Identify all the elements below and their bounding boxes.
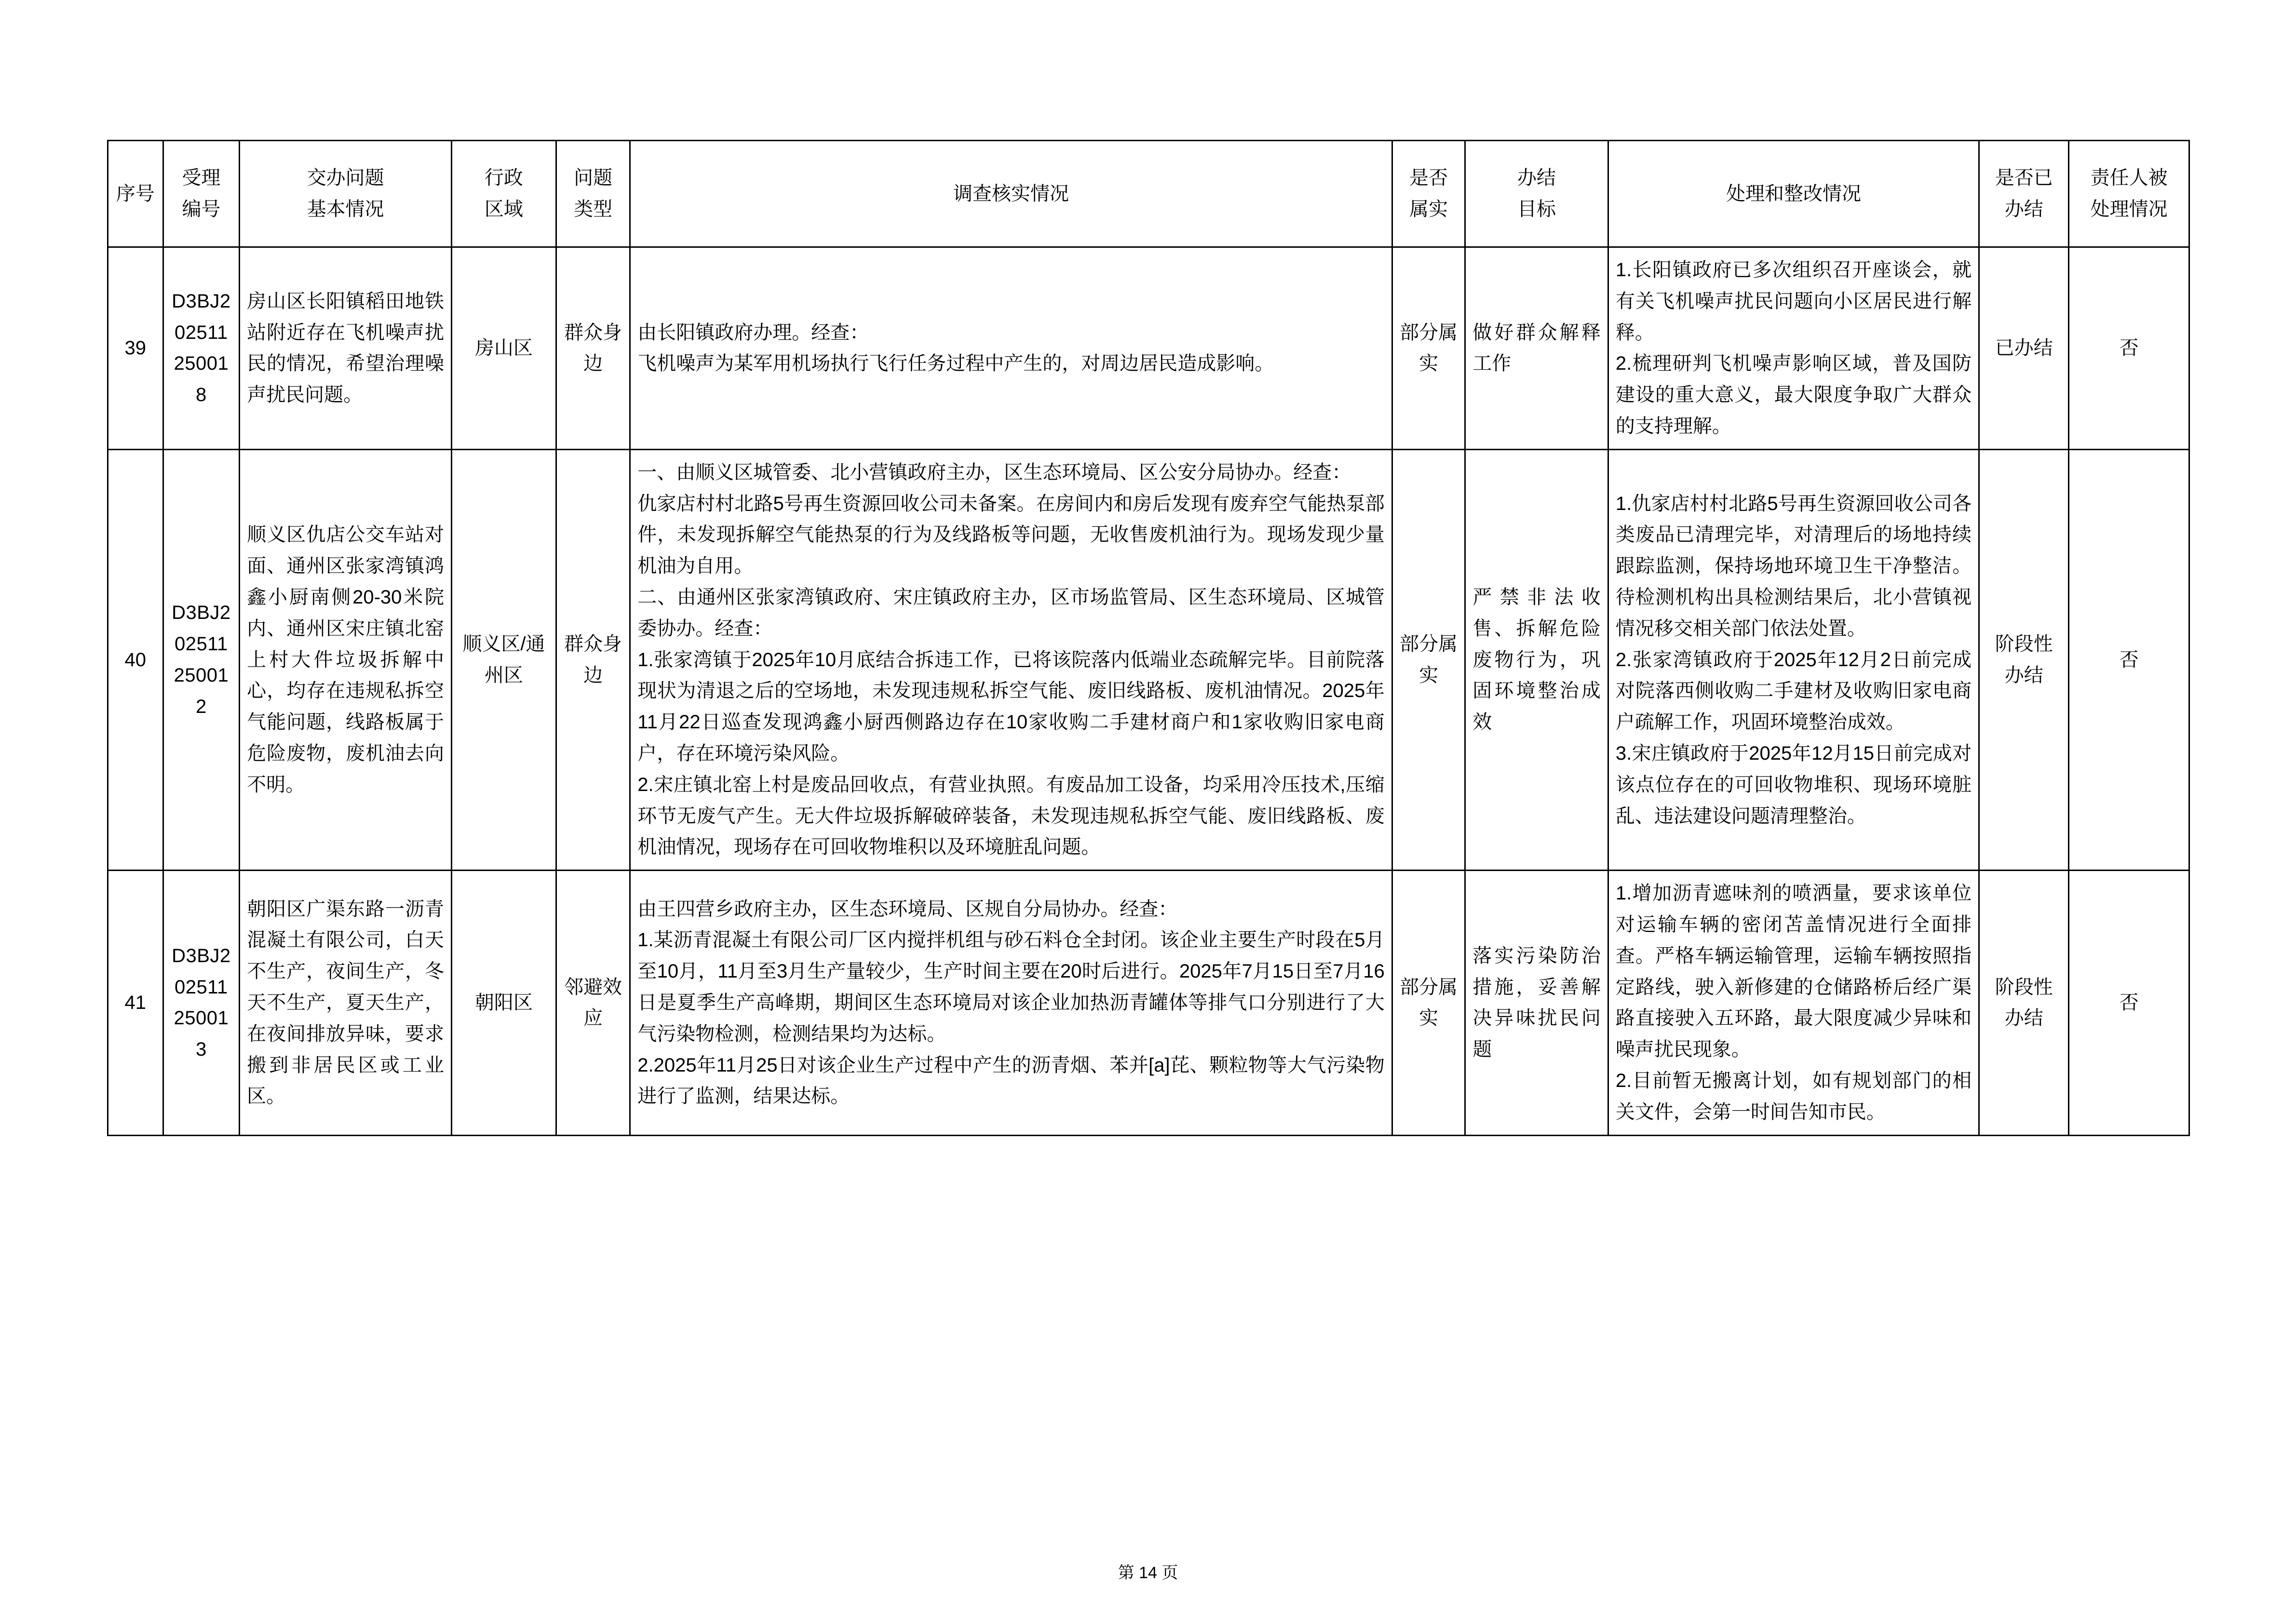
cell-accept-code: D3BJ202511250012	[163, 449, 240, 870]
cell-basic-situation: 朝阳区广渠东路一沥青混凝土有限公司，白天不生产，夜间生产，冬天不生产，夏天生产，在夜间排放异味，要求搬到非居民区或工业区。	[240, 871, 452, 1135]
header-cell-seq	[108, 141, 163, 247]
header-label-line: 处理和整改情况	[1726, 183, 1861, 204]
table-row	[108, 871, 2189, 1135]
cell-goal: 做好群众解释工作	[1465, 247, 1608, 450]
header-label-line: 处理情况	[2090, 199, 2168, 220]
paragraph: 1.长阳镇政府已多次组织召开座谈会，就有关飞机噪声扰民问题向小区居民进行解释。	[1615, 259, 1972, 343]
page-footer: 第 14 页	[1118, 1564, 1178, 1582]
header-label-line: 属实	[1409, 199, 1448, 220]
cell-problem-type: 群众身边	[556, 449, 630, 870]
header-label-line: 办结	[1517, 167, 1556, 189]
header-label-line: 区域	[484, 199, 523, 220]
cell-investigation	[630, 871, 1392, 1135]
header-label-line: 目标	[1517, 199, 1556, 220]
cell-problem-type: 群众身边	[556, 247, 630, 450]
header-label-line: 类型	[574, 199, 613, 220]
cell-accept-code: D3BJ202511250018	[163, 247, 240, 450]
header-label-line: 受理	[182, 167, 221, 189]
paragraph: 2.宋庄镇北窑上村是废品回收点，有营业执照。有废品加工设备，均采用冷压技术,压缩环节无废气产生。无大件垃圾拆解破碎装备，未发现违规私拆空气能、废旧线路板、废机油情况，现场存在可回收物堆积以及环境脏乱问题。	[637, 774, 1385, 858]
header-label-line: 交办问题	[307, 167, 384, 189]
cell-is-done: 已办结	[1979, 247, 2069, 450]
cell-basic-situation: 顺义区仇店公交车站对面、通州区张家湾镇鸿鑫小厨南侧20-30米院内、通州区宋庄镇北窑上村大件垃圾拆解中心，均存在违规私拆空气能问题，线路板属于危险废物，废机油去向不明。	[240, 449, 452, 870]
paragraph: 二、由通州区张家湾镇政府、宋庄镇政府主办，区市场监管局、区生态环境局、区城管委协办。经查：	[637, 586, 1385, 639]
cell-investigation	[630, 449, 1392, 870]
cell-handling	[1608, 871, 1979, 1135]
table-body	[108, 247, 2189, 1136]
header-cell-investigation	[630, 141, 1392, 247]
table-row	[108, 247, 2189, 450]
cell-region: 房山区	[452, 247, 556, 450]
header-cell-is-true	[1392, 141, 1465, 247]
cell-accept-code: D3BJ202511250013	[163, 871, 240, 1135]
header-label-line: 调查核实情况	[953, 183, 1069, 204]
header-label-line: 编号	[182, 199, 221, 220]
cell-is-true: 部分属实	[1392, 247, 1465, 450]
paragraph: 1.某沥青混凝土有限公司厂区内搅拌机组与砂石料仓全封闭。该企业主要生产时段在5月至10月，11月至3月生产量较少，生产时间主要在20时后进行。2025年7月15日至7月16日是夏季生产高峰期，期间区生态环境局对该企业加热沥青罐体等排气口分别进行了大气污染物检测，检测结果均为达标。	[637, 929, 1385, 1045]
header-label-line: 基本情况	[307, 199, 384, 220]
cell-seq: 40	[108, 449, 163, 870]
paragraph: 2.张家湾镇政府于2025年12月2日前完成对院落西侧收购二手建材及收购旧家电商户疏解工作，巩固环境整治成效。	[1615, 649, 1972, 733]
header-cell-code	[163, 141, 240, 247]
cell-region: 顺义区/通州区	[452, 449, 556, 870]
cell-seq: 39	[108, 247, 163, 450]
paragraph: 2.目前暂无搬离计划，如有规划部门的相关文件，会第一时间告知市民。	[1615, 1070, 1972, 1123]
cell-responsible: 否	[2069, 871, 2189, 1135]
paragraph: 1.增加沥青遮味剂的喷洒量，要求该单位对运输车辆的密闭苫盖情况进行全面排查。严格车辆运输管理，运输车辆按照指定路线，驶入新修建的仓储路桥后经广渠路直接驶入五环路，最大限度减少异味和噪声扰民现象。	[1615, 883, 1972, 1060]
cell-handling	[1608, 247, 1979, 450]
table-header	[108, 141, 2189, 247]
header-cell-goal	[1465, 141, 1608, 247]
paragraph: 仇家店村村北路5号再生资源回收公司未备案。在房间内和房后发现有废弃空气能热泵部件，未发现拆解空气能热泵的行为及线路板等问题，无收售废机油行为。现场发现少量机油为自用。	[637, 493, 1385, 577]
header-cell-basic	[240, 141, 452, 247]
cell-is-done: 阶段性办结	[1979, 871, 2069, 1135]
header-cell-problem-type	[556, 141, 630, 247]
report-table-container	[107, 140, 2190, 1136]
header-label-line: 办结	[2004, 199, 2043, 220]
header-label-line: 是否	[1409, 167, 1448, 189]
cell-investigation	[630, 247, 1392, 450]
cell-is-true: 部分属实	[1392, 449, 1465, 870]
paragraph: 飞机噪声为某军用机场执行飞行任务过程中产生的，对周边居民造成影响。	[637, 353, 1274, 375]
cell-is-true: 部分属实	[1392, 871, 1465, 1135]
cell-basic-situation: 房山区长阳镇稻田地铁站附近存在飞机噪声扰民的情况，希望治理噪声扰民问题。	[240, 247, 452, 450]
cell-responsible: 否	[2069, 247, 2189, 450]
handling-report-table	[107, 140, 2190, 1136]
header-row	[108, 141, 2189, 247]
header-label-line: 是否已	[1995, 167, 2053, 189]
paragraph: 2.梳理研判飞机噪声影响区域，普及国防建设的重大意义，最大限度争取广大群众的支持理解。	[1615, 353, 1972, 437]
header-cell-responsible	[2069, 141, 2189, 247]
paragraph: 1.仇家店村村北路5号再生资源回收公司各类废品已清理完毕，对清理后的场地持续跟踪监测，保持场地环境卫生干净整洁。待检测机构出具检测结果后，北小营镇视情况移交相关部门依法处置。	[1615, 493, 1972, 639]
header-cell-is-done	[1979, 141, 2069, 247]
cell-region: 朝阳区	[452, 871, 556, 1135]
cell-goal: 落实污染防治措施，妥善解决异味扰民问题	[1465, 871, 1608, 1135]
header-label-line: 问题	[574, 167, 613, 189]
paragraph: 由王四营乡政府主办，区生态环境局、区规自分局协办。经查：	[637, 898, 1178, 920]
paragraph: 由长阳镇政府办理。经查：	[637, 322, 869, 343]
cell-goal: 严禁非法收售、拆解危险废物行为，巩固环境整治成效	[1465, 449, 1608, 870]
paragraph: 一、由顺义区城管委、北小营镇政府主办，区生态环境局、区公安分局协办。经查：	[637, 461, 1351, 483]
header-label-line: 行政	[484, 167, 523, 189]
paragraph: 1.张家湾镇于2025年10月底结合拆违工作，已将该院落内低端业态疏解完毕。目前院落现状为清退之后的空场地，未发现违规私拆空气能、废旧线路板、废机油情况。2025年11月22日巡查发现鸿鑫小厨西侧路边存在10家收购二手建材商户和1家收购旧家电商户，存在环境污染风险。	[637, 649, 1385, 764]
header-cell-handling	[1608, 141, 1979, 247]
cell-is-done: 阶段性办结	[1979, 449, 2069, 870]
header-label-line: 责任人被	[2090, 167, 2168, 189]
paragraph: 3.宋庄镇政府于2025年12月15日前完成对该点位存在的可回收物堆积、现场环境脏乱、违法建设问题清理整治。	[1615, 742, 1972, 827]
cell-seq: 41	[108, 871, 163, 1135]
cell-problem-type: 邻避效应	[556, 871, 630, 1135]
table-row	[108, 449, 2189, 870]
cell-handling	[1608, 449, 1979, 870]
header-cell-region	[452, 141, 556, 247]
paragraph: 2.2025年11月25日对该企业生产过程中产生的沥青烟、苯并[a]芘、颗粒物等大气污染物进行了监测，结果达标。	[637, 1054, 1385, 1107]
header-label-line: 序号	[116, 183, 155, 204]
cell-responsible: 否	[2069, 449, 2189, 870]
